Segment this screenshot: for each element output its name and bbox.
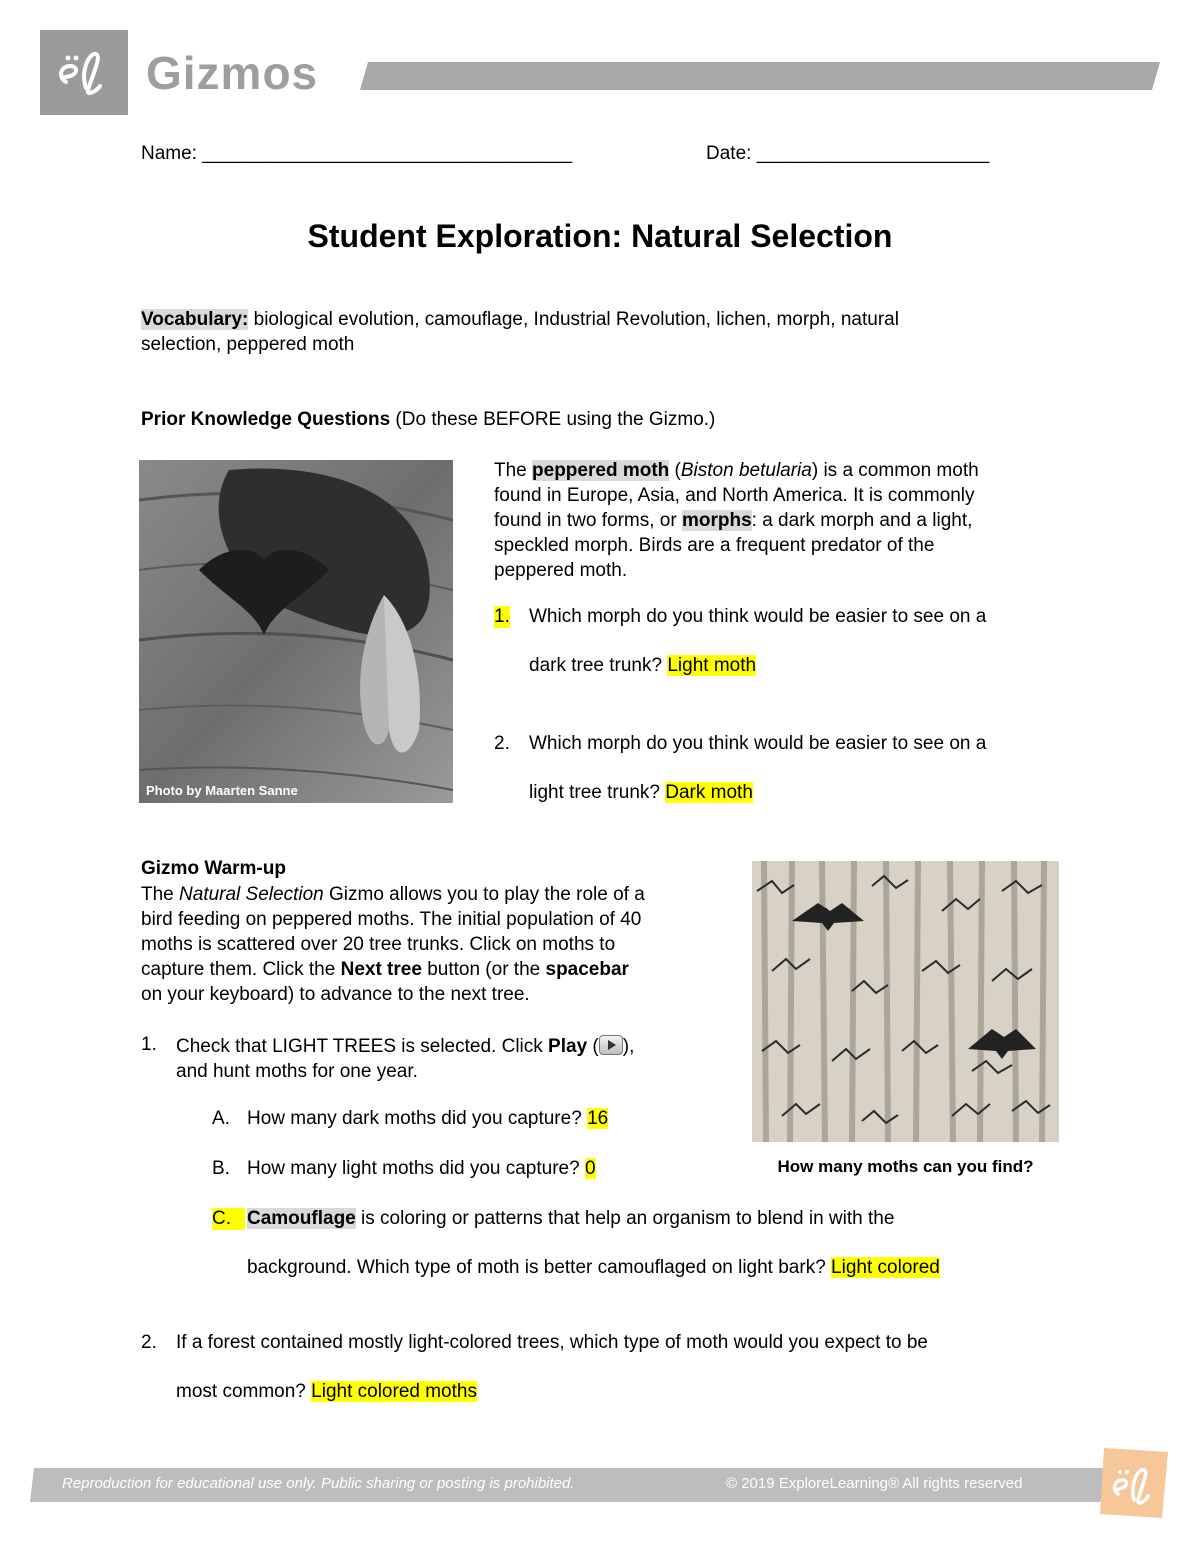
name-field[interactable]: Name: ___________________________________ — [141, 143, 573, 164]
photo-credit: Photo by Maarten Sanne — [146, 783, 298, 798]
brand-name: Gizmos — [146, 47, 319, 99]
prior-question-2-line2: light tree trunk? Dark moth — [529, 782, 753, 803]
warmup-body: The Natural Selection Gizmo allows you to play the role of a bird feeding on peppered moths. The initial population of 40 moths is scattered over 20 tree trunks. Click on moths to capture them. Click the Next tree button (or the spacebar on your keyboard) to advance to the next tree. — [141, 884, 645, 1005]
prior-knowledge-heading: Prior Knowledge Questions (Do these BEFORE using the Gizmo.) — [141, 409, 716, 430]
logo-el-icon — [40, 30, 128, 115]
sub-question-c-letter: C. — [212, 1208, 245, 1230]
vocabulary-label: Vocabulary: — [141, 309, 249, 330]
sub-question-c-answer[interactable]: Light colored — [831, 1257, 940, 1278]
page-title: Student Exploration: Natural Selection — [307, 218, 893, 254]
vocabulary-terms: biological evolution, camouflage, Industrial Revolution, lichen, morph, natural — [248, 309, 899, 330]
vocabulary-terms-2: selection, peppered moth — [141, 334, 355, 355]
vocabulary-section — [141, 307, 1041, 357]
peppered-moth-photo — [139, 460, 453, 803]
footer-copyright: © 2019 ExploreLearning® All rights reserved — [726, 1475, 1023, 1492]
prior-question-1-text: Which morph do you think would be easier to see on a — [529, 606, 987, 627]
sub-question-a-answer[interactable]: 16 — [587, 1108, 609, 1129]
peppered-moth-intro: The peppered moth (Biston betularia) is a common moth found in Europe, Asia, and North America. It is commonly found in two forms, or morphs: a dark morph and a light, speckled morph. Birds are a frequent predator of the peppered moth. — [494, 460, 979, 581]
species-name: Biston betularia — [680, 460, 812, 481]
warmup-question-1-text: Check that LIGHT TREES is selected. Click Play ( ), and hunt moths for one year. — [176, 1036, 635, 1082]
prior-question-2-text: Which morph do you think would be easier to see on a — [529, 733, 987, 754]
header-bar — [360, 62, 1160, 90]
gizmos-logo — [40, 30, 128, 115]
prior-question-2-answer[interactable]: Dark moth — [665, 782, 753, 803]
term-camouflage: Camouflage — [247, 1208, 356, 1229]
explorelearning-logo-icon — [1098, 1444, 1170, 1522]
sub-question-b-letter: B. — [212, 1158, 230, 1179]
prior-question-1-number: 1. — [494, 606, 510, 627]
play-icon — [599, 1035, 623, 1055]
sub-question-c-line2: background. Which type of moth is better camouflaged on light bark? Light colored — [247, 1257, 940, 1278]
image-caption: How many moths can you find? — [777, 1157, 1034, 1176]
prior-question-2-number: 2. — [494, 733, 510, 754]
term-morphs: morphs — [681, 510, 752, 531]
sub-question-a: How many dark moths did you capture? 16 — [247, 1108, 609, 1129]
warmup-question-2-text: If a forest contained mostly light-colored trees, which type of moth would you expect to be — [176, 1332, 928, 1353]
date-field[interactable]: Date: ______________________ — [706, 143, 990, 164]
term-peppered-moth: peppered moth — [532, 460, 670, 481]
sub-question-c: Camouflage is coloring or patterns that help an organism to blend in with the — [247, 1208, 895, 1229]
footer-disclaimer: Reproduction for educational use only. Public sharing or posting is prohibited. — [62, 1475, 575, 1492]
warmup-question-2-number: 2. — [141, 1332, 157, 1353]
warmup-question-2-answer[interactable]: Light colored moths — [311, 1381, 477, 1402]
warmup-heading: Gizmo Warm-up — [141, 858, 286, 879]
sub-question-b-answer[interactable]: 0 — [584, 1158, 596, 1179]
warmup-question-1-number: 1. — [141, 1034, 157, 1055]
warmup-question-2-line2: most common? Light colored moths — [176, 1381, 477, 1402]
sub-question-b: How many light moths did you capture? 0 — [247, 1158, 596, 1179]
moths-on-trees-image — [752, 861, 1059, 1142]
prior-question-1-line2: dark tree trunk? Light moth — [529, 655, 757, 676]
sub-question-a-letter: A. — [212, 1108, 230, 1129]
prior-question-1-answer[interactable]: Light moth — [667, 655, 757, 676]
